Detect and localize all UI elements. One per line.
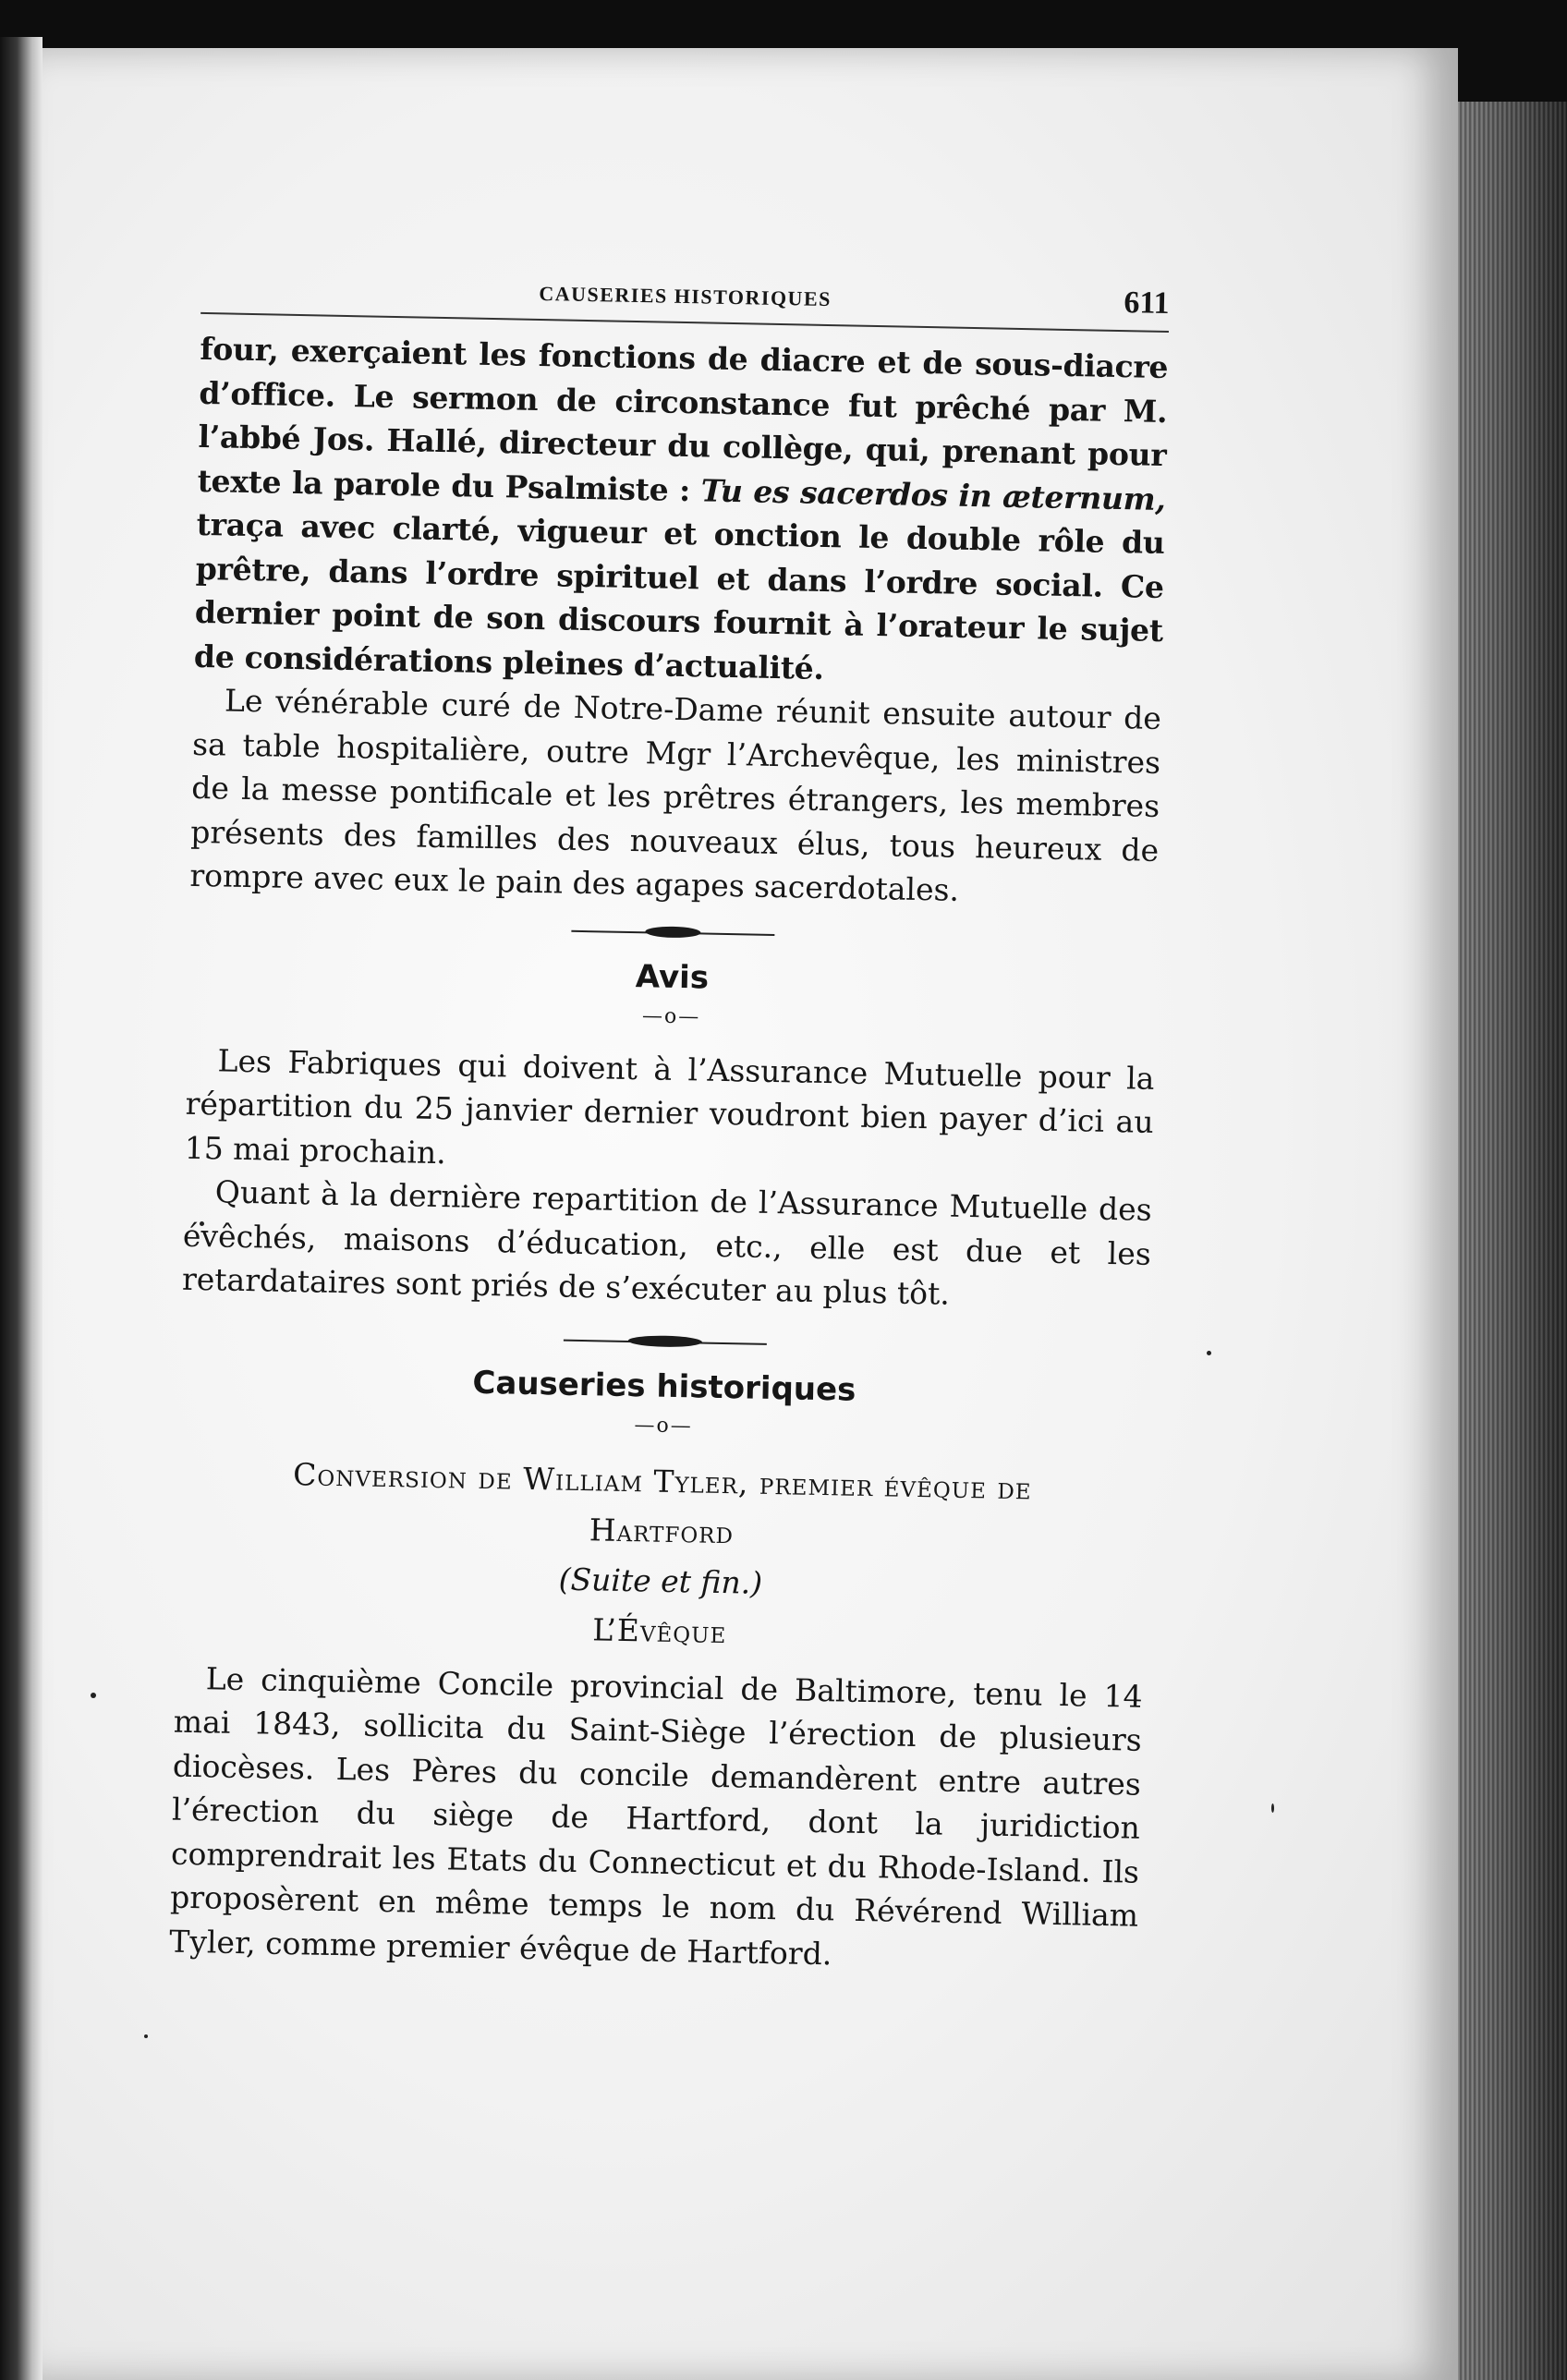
page-number: 611 bbox=[1124, 285, 1170, 322]
paragraph: Quant à la dernière repartition de l’Assurance Mutuelle des évêchés, maisons d’éducation, etc., elle est due et les retardataires sont priés de s’exécuter au plus tôt. bbox=[181, 1173, 1153, 1312]
subsection-heading: L’Évêque bbox=[591, 1610, 727, 1650]
page-content bbox=[169, 268, 1170, 1982]
speck bbox=[1207, 1351, 1211, 1355]
paragraph: Le cinquième Concile provincial de Baltimore, tenu le 14 mai 1843, sollicita du Saint-Siège l’érection de plusieurs diocèses. Les Pères du concile demandèrent entre autres l’érection du siège de Hartford, dont la juridiction comprendrait les Etats du Connecticut et du Rhode-Island. Ils proposèrent en même temps le nom du Révérend William Tyler, comme premier évêque de Hartford. bbox=[168, 1659, 1143, 1972]
latin-quote: Tu es sacerdos in æternum, bbox=[700, 471, 1166, 517]
speck bbox=[144, 2034, 148, 2038]
ornamental-divider bbox=[564, 1332, 767, 1351]
circle-divider: —o— bbox=[634, 1413, 693, 1438]
divider-ornament bbox=[628, 1335, 702, 1348]
book-page-stack-edge bbox=[1441, 102, 1567, 2380]
paragraph: Les Fabriques qui doivent à l’Assurance Mutuelle pour la répartition du 25 janvier dernier voudront bien payer d’ici au 15 mai prochain. bbox=[184, 1041, 1155, 1171]
divider-ornament bbox=[645, 926, 700, 938]
section-title-avis: Avis bbox=[635, 957, 710, 997]
paragraph-text: traça avec clarté, vigueur et onction le double rôle du prêtre, dans l’ordre spirituel et dans l’ordre social. Ce dernier point de son discours fournit à l’orateur le sujet de considérations pleines d’actualité. bbox=[193, 505, 1165, 686]
running-title: CAUSERIES HISTORIQUES bbox=[539, 281, 832, 311]
paragraph-text: four, exerçaient les fonctions de diacre et de sous-diacre d’office. Le sermon de circonstance fut prêché par M. l’abbé Jos. Hallé, directeur du collège, qui, prenant pour texte la parole du Psalmiste : bbox=[197, 330, 1169, 508]
section-title-causeries: Causeries historiques bbox=[472, 1364, 856, 1409]
ornamental-divider bbox=[571, 923, 774, 941]
circle-divider: —o— bbox=[641, 1003, 701, 1028]
adjacent-page-edge bbox=[0, 37, 43, 2380]
paragraph: Le vénérable curé de Notre-Dame réunit ensuite autour de sa table hospitalière, outre Mgr l’Archevêque, les ministres de la messe pontificale et les prêtres étrangers, les membres présents des familles des nouveaux élus, tous heureux de rompre avec eux le pain des agapes sacerdotales. bbox=[189, 682, 1162, 908]
article-subtitle: (Suite et fin.) bbox=[558, 1560, 763, 1601]
speck bbox=[1271, 1803, 1274, 1813]
speck bbox=[91, 1693, 96, 1698]
article-heading-line2: Hartford bbox=[589, 1511, 735, 1550]
article-heading: Conversion de William Tyler, premier évêque de bbox=[292, 1455, 1033, 1506]
paragraph-continued bbox=[194, 327, 1169, 697]
